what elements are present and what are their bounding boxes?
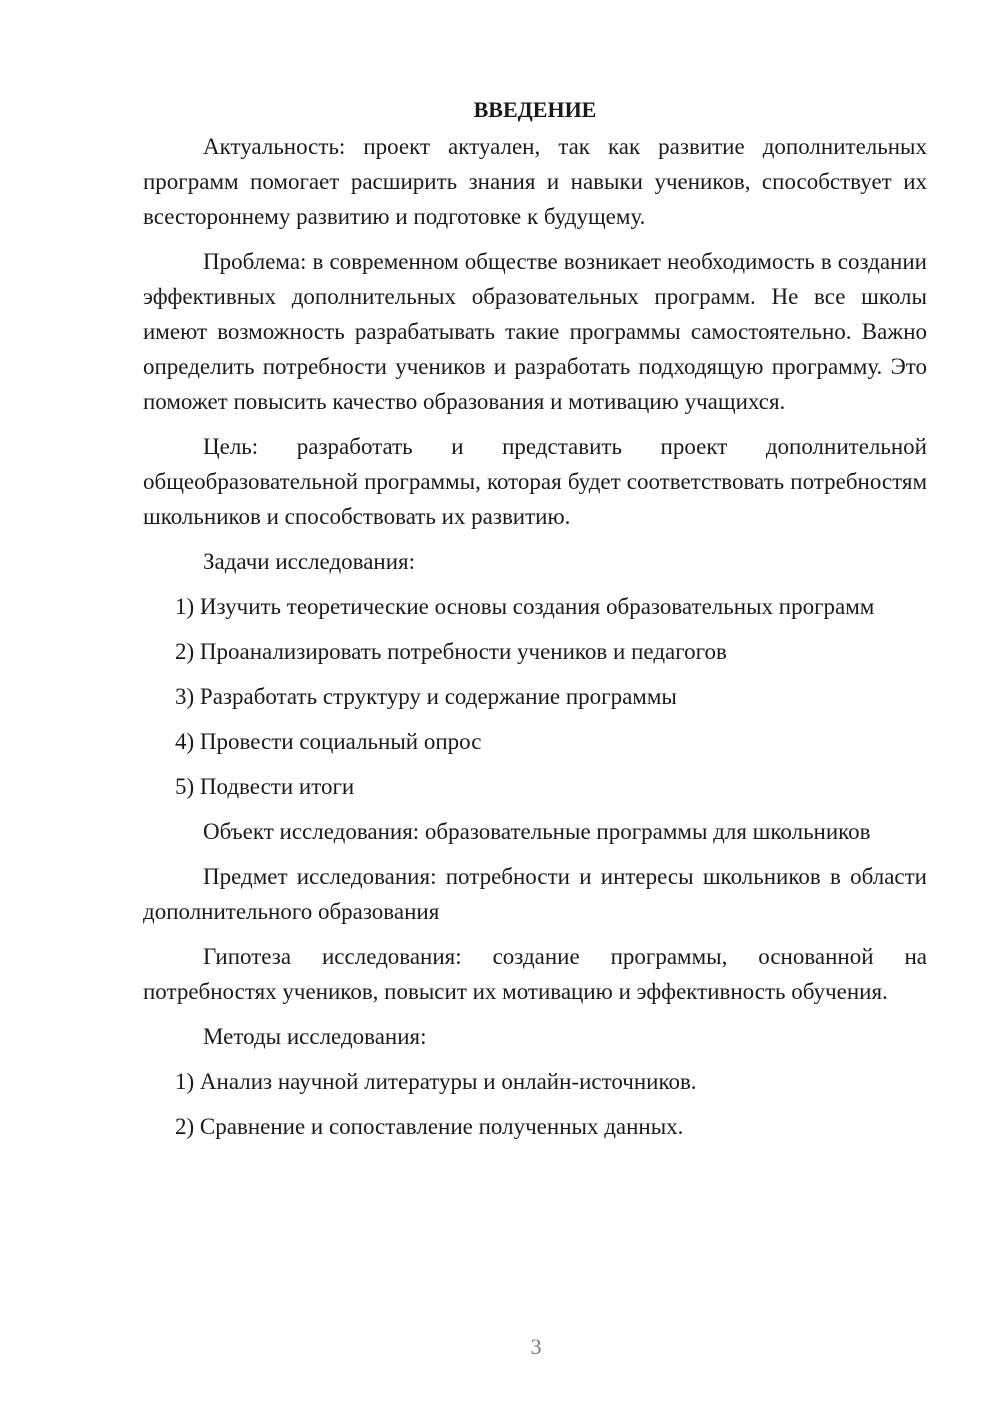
task-item-4: 4) Провести социальный опрос <box>175 729 482 754</box>
page-number: 3 <box>530 1334 542 1359</box>
tasks-heading: Задачи исследования: <box>203 549 416 574</box>
relevance-paragraph: Актуальность: проект актуален, так как развитие дополнительных программ помогает расширить знания и навыки учеников, способствует их всестороннему развитию и подготовке к будущему. <box>143 134 927 229</box>
problem-paragraph: Проблема: в современном обществе возникает необходимость в создании эффективных дополнительных образовательных программ. Не все школы имеют возможность разрабатывать такие программы самостоятельно. Важно определить потребности учеников и разработать подходящую программу. Это поможет повысить качество образования и мотивацию учащихся. <box>143 249 927 414</box>
section-title: ВВЕДЕНИЕ <box>473 97 597 122</box>
hypothesis-paragraph: Гипотеза исследования: создание программы, основанной на потребностях учеников, повысит их мотивацию и эффективность обучения. <box>143 944 927 1004</box>
task-item-5: 5) Подвести итоги <box>175 774 355 799</box>
methods-heading: Методы исследования: <box>203 1024 427 1049</box>
task-item-2: 2) Проанализировать потребности учеников и педагогов <box>175 639 727 664</box>
method-item-2: 2) Сравнение и сопоставление полученных данных. <box>175 1114 684 1139</box>
goal-paragraph: Цель: разработать и представить проект дополнительной общеобразовательной программы, которая будет соответствовать потребностям школьников и способствовать их развитию. <box>143 434 927 529</box>
task-item-1: 1) Изучить теоретические основы создания образовательных программ <box>175 594 875 619</box>
subject-paragraph: Предмет исследования: потребности и интересы школьников в области дополнительного образования <box>143 864 927 924</box>
task-item-3: 3) Разработать структуру и содержание программы <box>175 684 677 709</box>
method-item-1: 1) Анализ научной литературы и онлайн-источников. <box>175 1069 697 1094</box>
object-paragraph: Объект исследования: образовательные программы для школьников <box>203 819 871 844</box>
document-body <box>143 95 927 1154</box>
